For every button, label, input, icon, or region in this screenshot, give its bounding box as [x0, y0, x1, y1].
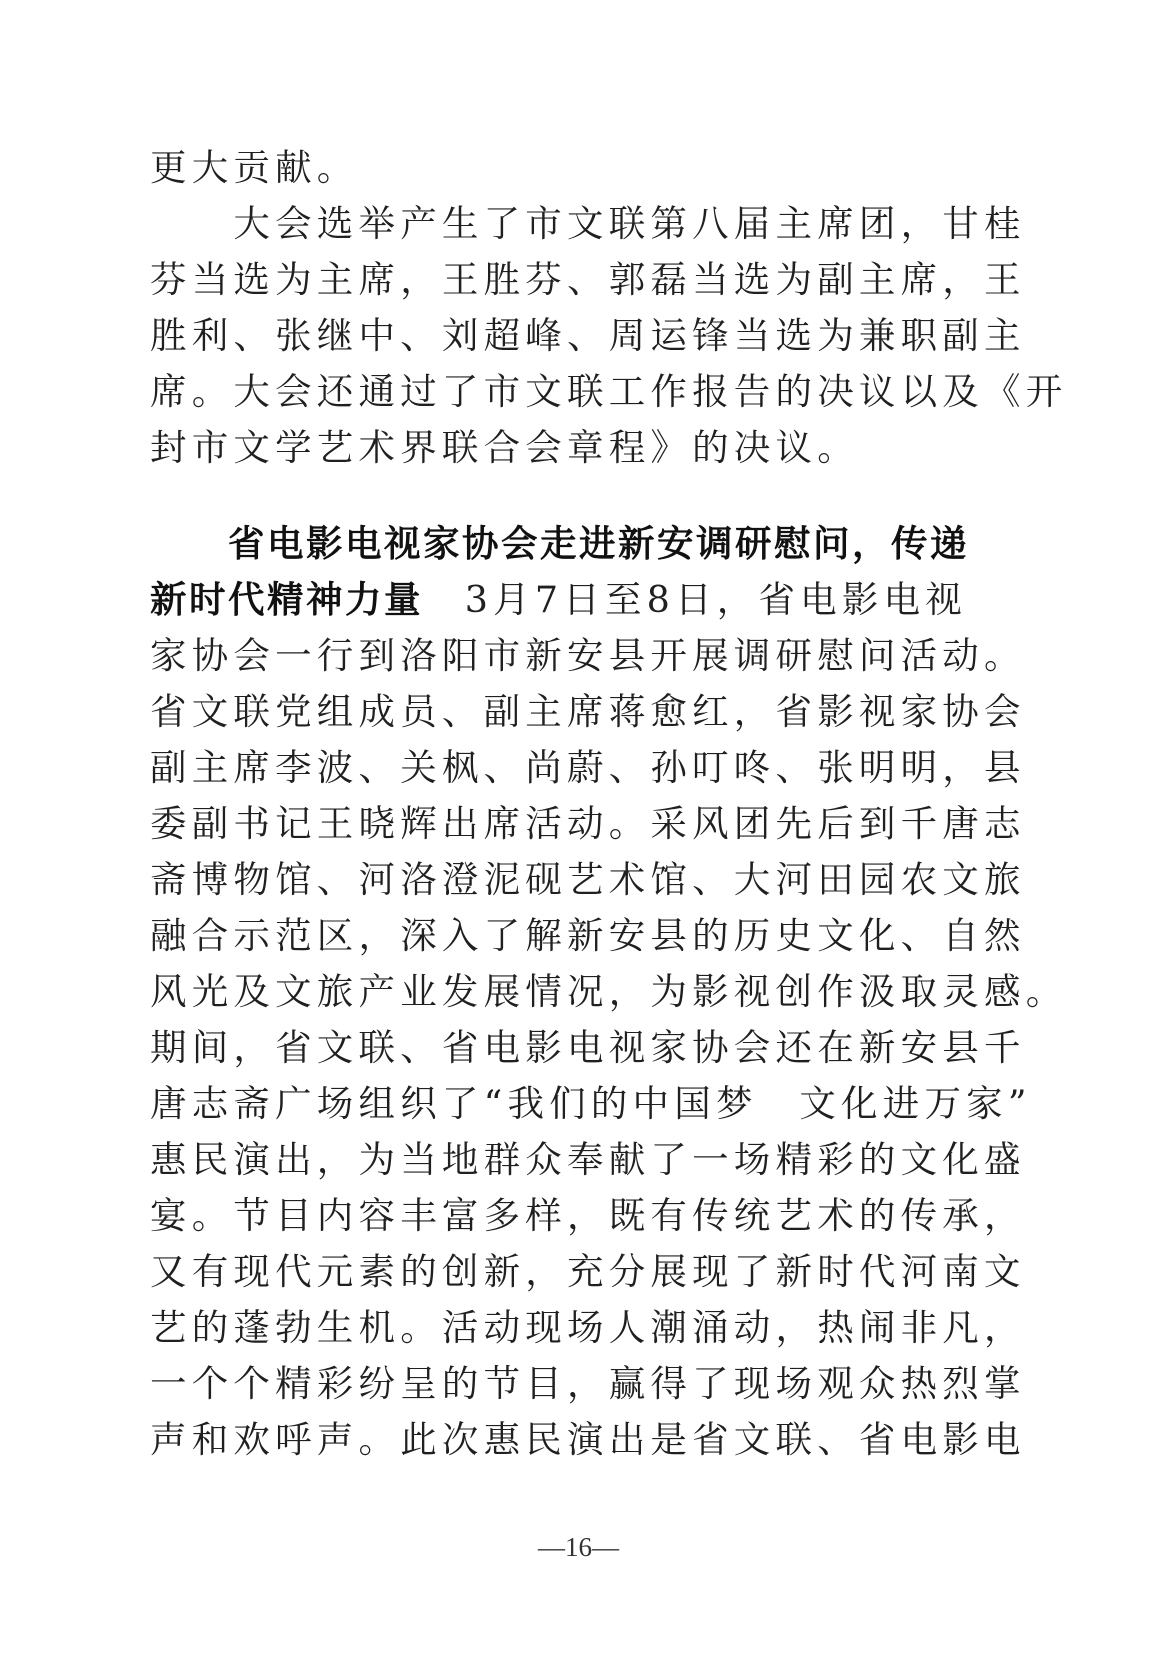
article-line: 宴。节目内容丰富多样，既有传统艺术的传承，	[150, 1194, 1026, 1237]
article-headline-end: 新时代精神力量	[150, 578, 423, 621]
paragraph-line: 大会选举产生了市文联第八届主席团，甘桂	[150, 202, 1026, 245]
article-line: 唐志斋广场组织了“我们的中国梦 文化进万家”	[150, 1082, 1032, 1125]
article-headline-line-2	[150, 572, 967, 628]
article-lead-text: 3月7日至8日，省电影电视	[423, 578, 967, 621]
article-line: 惠民演出，为当地群众奉献了一场精彩的文化盛	[150, 1138, 1026, 1181]
article-line: 省文联党组成员、副主席蒋愈红，省影视家协会	[150, 690, 1026, 733]
article-line: 斋博物馆、河洛澄泥砚艺术馆、大河田园农文旅	[150, 858, 1026, 901]
article-line: 声和欢呼声。此次惠民演出是省文联、省电影电	[150, 1418, 1026, 1461]
article-headline: 省电影电视家协会走进新安调研慰问，传递	[150, 522, 969, 565]
page-number: —16—	[538, 1532, 619, 1562]
paragraph-line: 席。大会还通过了市文联工作报告的决议以及《开	[150, 370, 1068, 413]
article-line: 期间，省文联、省电影电视家协会还在新安县千	[150, 1026, 1026, 1069]
paragraph-line: 更大贡献。	[150, 146, 359, 189]
paragraph-line: 芬当选为主席，王胜芬、郭磊当选为副主席，王	[150, 258, 1026, 301]
article-line: 一个个精彩纷呈的节目，赢得了现场观众热烈掌	[150, 1362, 1026, 1405]
article-line: 风光及文旅产业发展情况，为影视创作汲取灵感。	[150, 970, 1068, 1013]
article-line: 融合示范区，深入了解新安县的历史文化、自然	[150, 914, 1026, 957]
article-line: 又有现代元素的创新，充分展现了新时代河南文	[150, 1250, 1026, 1293]
paragraph-line: 胜利、张继中、刘超峰、周运锋当选为兼职副主	[150, 314, 1026, 357]
article-line: 艺的蓬勃生机。活动现场人潮涌动，热闹非凡，	[150, 1306, 1026, 1349]
article-line: 家协会一行到洛阳市新安县开展调研慰问活动。	[150, 634, 1026, 677]
article-line: 副主席李波、关枫、尚蔚、孙叮咚、张明明，县	[150, 746, 1026, 789]
paragraph-line: 封市文学艺术界联合会章程》的决议。	[150, 426, 859, 469]
article-line: 委副书记王晓辉出席活动。采风团先后到千唐志	[150, 802, 1026, 845]
